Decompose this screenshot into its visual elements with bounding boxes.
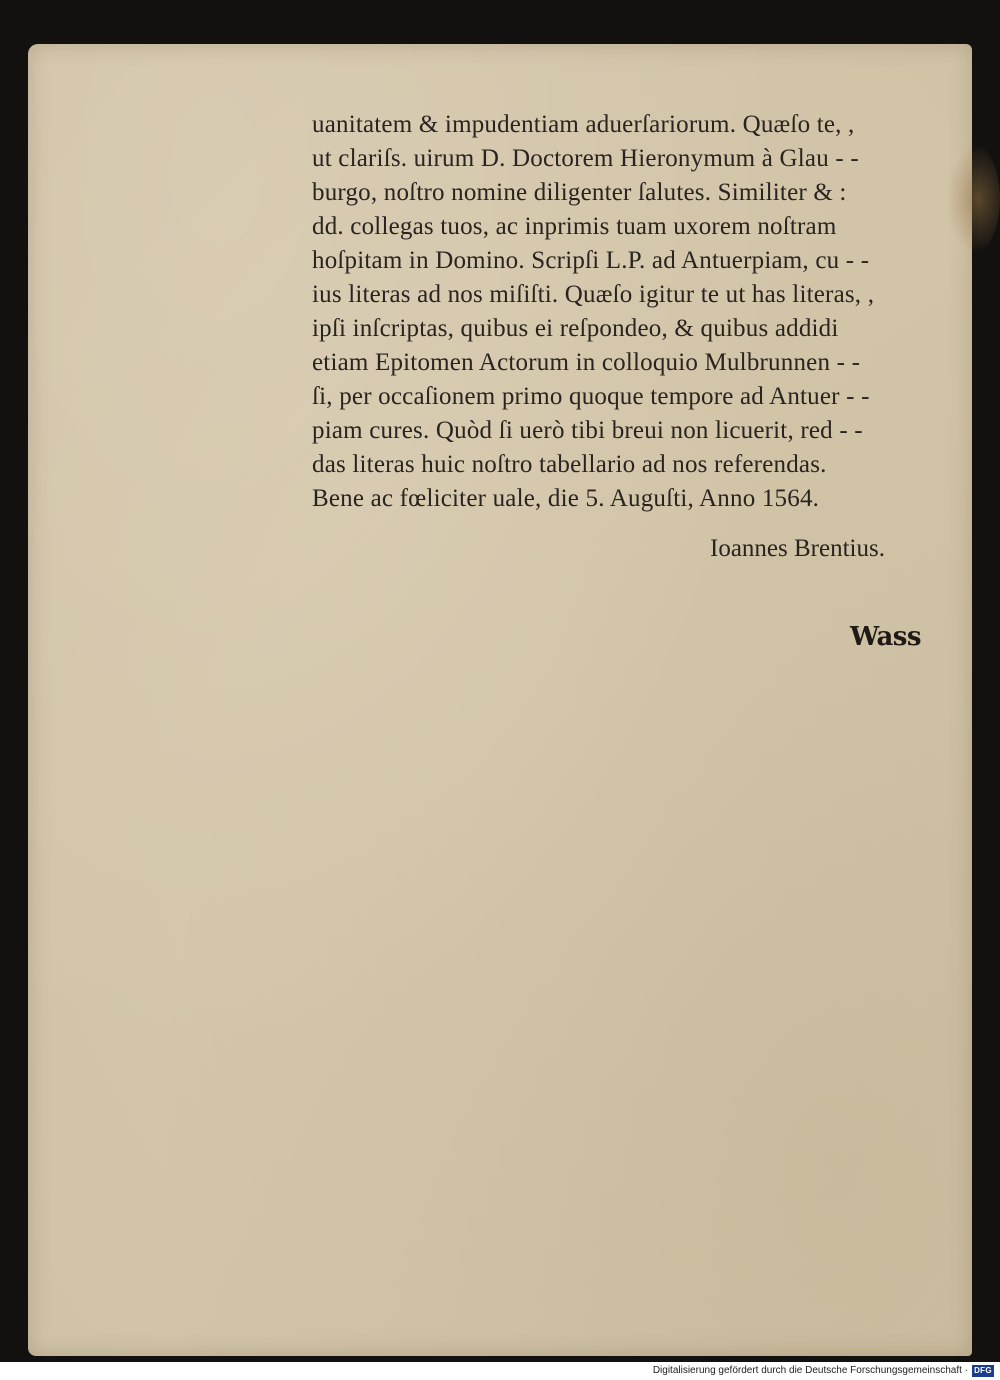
signature: Ioannes Brentius. <box>710 535 885 562</box>
letter-line-8: etiam Epitomen Actorum in colloquio Mulbrunnen - - <box>312 349 861 376</box>
letter-line-11: das literas huic noſtro tabellario ad nos referendas. <box>312 451 827 478</box>
letter-line-9: ſi, per occaſionem primo quoque tempore ad Antuer - - <box>312 383 870 410</box>
letter-line-2: ut clariſs. uirum D. Doctorem Hieronymum à Glau - - <box>312 145 859 172</box>
catchword: Wass <box>850 622 922 652</box>
paper-stain <box>946 144 1000 254</box>
letter-line-1: uanitatem & impudentiam aduerſariorum. Quæſo te, , <box>312 111 855 138</box>
letter-line-4: dd. collegas tuos, ac inprimis tuam uxorem noſtram <box>312 213 837 240</box>
dfg-logo-icon: DFG <box>972 1365 994 1377</box>
footer-credit: Digitalisierung gefördert durch die Deutsche Forschungsgemeinschaft · <box>652 1365 968 1376</box>
letter-line-3: burgo, noſtro nomine diligenter ſalutes. Similiter & : <box>312 179 847 206</box>
letter-line-12: Bene ac fœliciter uale, die 5. Auguſti, Anno 1564. <box>312 485 820 512</box>
letter-line-6: ius literas ad nos miſiſti. Quæſo igitur te ut has literas, , <box>312 281 875 308</box>
letter-line-7: ipſi inſcriptas, quibus ei reſpondeo, & quibus addidi <box>312 315 839 342</box>
letter-body <box>312 108 952 516</box>
letter-line-10: piam cures. Quòd ſi uerò tibi breui non licuerit, red - - <box>312 417 863 444</box>
letter-line-5: hoſpitam in Domino. Scripſi L.P. ad Antuerpiam, cu - - <box>312 247 870 274</box>
